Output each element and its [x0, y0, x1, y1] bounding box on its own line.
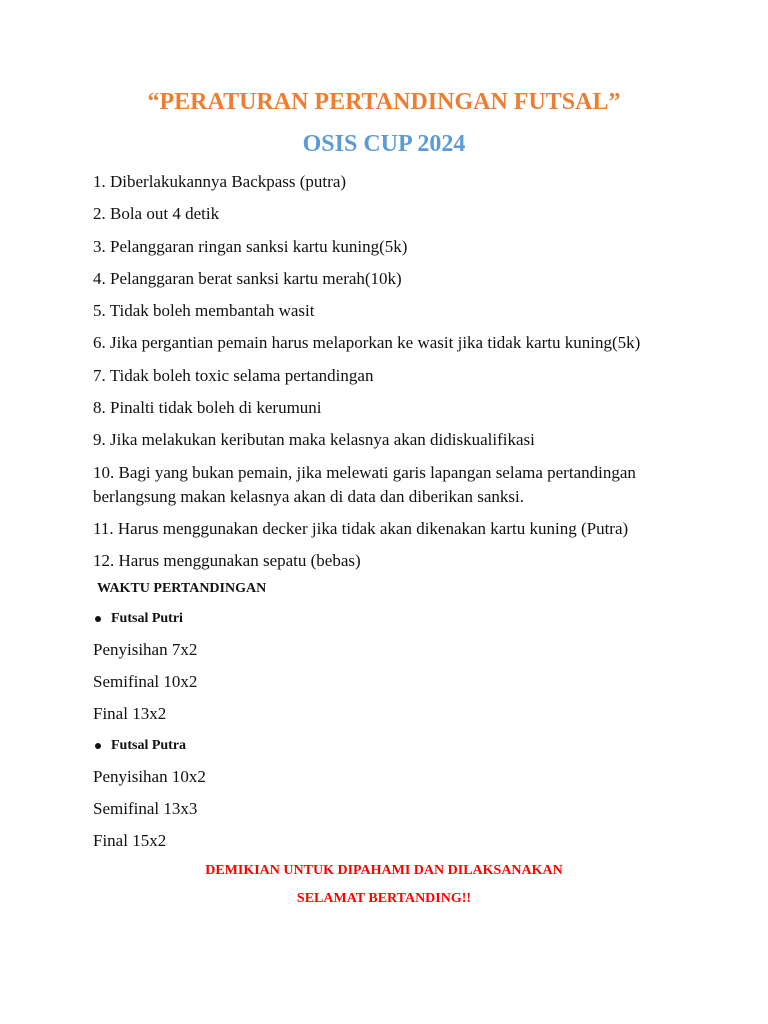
document-title: “PERATURAN PERTANDINGAN FUTSAL”: [147, 89, 621, 115]
match-duration: Penyisihan 7x2: [93, 640, 198, 659]
rule-item: 10. Bagi yang bukan pemain, jika melewati garis lapangan selama pertandingan berlangsung makan kelasnya akan di data dan diberikan sanksi.: [93, 462, 636, 506]
rule-item: 7. Tidak boleh toxic selama pertandingan: [93, 365, 374, 385]
closing-greeting: SELAMAT BERTANDING!!: [296, 891, 472, 906]
rule-item: 9. Jika melakukan keributan maka kelasnya akan didiskualifikasi: [93, 430, 535, 450]
group-putra-label: Futsal Putra: [111, 738, 187, 753]
rule-item: 5. Tidak boleh membantah wasit: [93, 301, 315, 321]
match-duration: Penyisihan 10x2: [93, 767, 206, 786]
match-duration: Final 15x2: [93, 831, 167, 850]
group-putra-heading: [93, 736, 186, 756]
rule-item: 12. Harus menggunakan sepatu (bebas): [93, 551, 361, 571]
schedule-heading: WAKTU PERTANDINGAN: [97, 581, 267, 596]
group-putri-label: Futsal Putri: [111, 611, 183, 626]
document-subtitle: OSIS CUP 2024: [302, 131, 466, 157]
rule-item: 6. Jika pergantian pemain harus melaporkan ke wasit jika tidak kartu kuning(5k): [93, 333, 641, 353]
rule-item: 2. Bola out 4 detik: [93, 204, 220, 224]
match-duration: Final 13x2: [93, 704, 167, 723]
closing-statement: DEMIKIAN UNTUK DIPAHAMI DAN DILAKSANAKAN: [205, 863, 563, 878]
match-duration: Semifinal 10x2: [93, 672, 198, 691]
bullet-icon: [95, 743, 101, 749]
rule-item: 11. Harus menggunakan decker jika tidak akan dikenakan kartu kuning (Putra): [93, 518, 629, 538]
rule-item: 1. Diberlakukannya Backpass (putra): [93, 172, 347, 191]
rules-list: [93, 170, 733, 582]
group-putri-heading: [93, 609, 183, 629]
rule-item: 3. Pelanggaran ringan sanksi kartu kuning(5k): [93, 236, 408, 256]
rule-item: 8. Pinalti tidak boleh di kerumuni: [93, 398, 322, 418]
bullet-icon: [95, 616, 101, 622]
rule-item: 4. Pelanggaran berat sanksi kartu merah(10k): [93, 268, 402, 288]
match-duration: Semifinal 13x3: [93, 799, 198, 818]
